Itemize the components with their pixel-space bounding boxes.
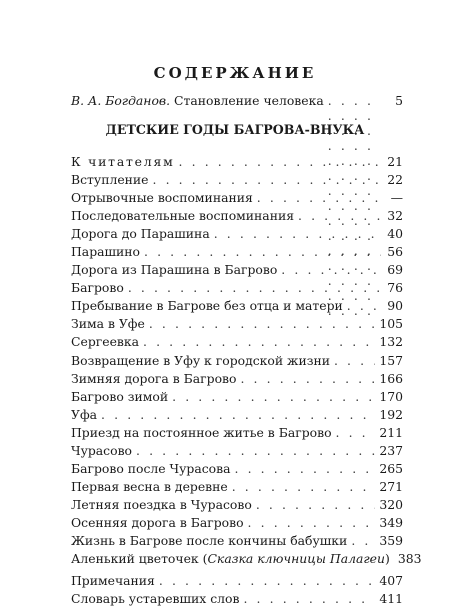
dot-leader [179, 153, 381, 171]
toc-entry-page: 56 [387, 244, 403, 260]
toc-entry-label: Зима в Уфе [71, 316, 145, 332]
dot-leader [334, 352, 375, 370]
toc-entry-page: 40 [387, 226, 403, 242]
toc-entry-label: Зимняя дорога в Багрово [71, 370, 237, 386]
toc-entry-page: 359 [379, 532, 403, 548]
dot-leader [128, 279, 381, 297]
dot-leader [243, 590, 375, 608]
toc-entry[interactable] [71, 424, 403, 442]
toc-entry-page: 105 [379, 316, 403, 332]
toc-entry-page: 21 [387, 154, 403, 169]
toc-entry-label: Примечания [71, 573, 155, 589]
toc-entry-label: Жизнь в Багрове после кончины бабушки [71, 532, 348, 548]
toc-entry[interactable] [71, 460, 403, 478]
toc-entry[interactable] [71, 315, 403, 333]
toc-entry-label: Уфа [71, 406, 98, 422]
toc-entry[interactable] [71, 261, 403, 279]
dot-leader [101, 406, 375, 424]
toc-entry-page: 132 [379, 334, 403, 350]
toc-entry[interactable] [71, 189, 403, 207]
toc-entry-label: Багрово зимой [71, 388, 169, 404]
dot-leader [351, 532, 375, 550]
toc-entry[interactable] [71, 171, 403, 189]
toc-entry-page: 383 [397, 551, 422, 567]
section-title: ДЕТСКИЕ ГОДЫ БАГРОВА-ВНУКА [105, 122, 365, 137]
toc-entry-page: 349 [379, 514, 403, 530]
toc-entry-label: Первая весна в деревне [71, 478, 228, 494]
toc-entry[interactable] [71, 279, 403, 297]
toc-entry-page: 211 [379, 424, 403, 440]
toc-entry[interactable] [71, 388, 403, 406]
toc-entry-label-prefix: Аленький цветочек ( [71, 551, 208, 567]
dot-leader [298, 207, 381, 225]
toc-entry-page: 265 [379, 460, 403, 476]
toc-entry-page: 76 [387, 280, 403, 296]
toc-entry[interactable] [71, 207, 403, 225]
toc-entry-label: Осенняя дорога в Багрово [71, 514, 244, 530]
dot-leader [149, 315, 376, 333]
toc-entry-page: 237 [379, 442, 403, 458]
toc-entry[interactable] [71, 550, 422, 568]
intro-title: Становление человека [174, 93, 324, 108]
dot-leader [248, 514, 376, 532]
toc-entry[interactable] [71, 532, 403, 550]
toc-entry-label: Багрово [71, 280, 124, 296]
toc-entry-label [71, 550, 390, 568]
toc-entry-page: 69 [387, 262, 403, 278]
toc-entry-page: 192 [379, 406, 403, 422]
toc-entry-glossary[interactable] [71, 590, 403, 608]
toc-entry-page: 170 [379, 388, 403, 404]
toc-entry-label: Багрово после Чурасова [71, 460, 231, 476]
dot-leader [172, 388, 375, 406]
toc-entry-label-suffix: ) [384, 551, 390, 567]
toc-entry-page: 32 [387, 208, 403, 224]
dot-leader [232, 478, 376, 496]
toc-entry-page: 90 [387, 298, 403, 314]
toc-entry[interactable] [71, 478, 403, 496]
toc-entry-page: 271 [379, 478, 403, 494]
toc-entry-page: 407 [379, 573, 403, 589]
toc-entry-label-work: Сказка ключницы Палагеи [207, 551, 385, 567]
toc-entry-label: Возвращение в Уфу к городской жизни [71, 352, 330, 368]
dot-leader [136, 442, 375, 460]
toc-entry-page: 320 [379, 496, 403, 512]
toc-entry[interactable] [71, 496, 403, 514]
dot-leader [256, 496, 376, 514]
toc-entry-label: Сергеевка [71, 334, 140, 350]
toc-entry-label: Последовательные воспоминания [71, 208, 295, 224]
intro-author: В. А. Богданов. [71, 93, 171, 108]
toc-entry-label: Вступление [71, 172, 149, 188]
toc-entry-label: Приезд на постоянное житье в Багрово [71, 424, 332, 440]
toc-entry-label [71, 93, 324, 108]
dot-leader [143, 333, 375, 351]
toc-entry[interactable] [71, 352, 403, 370]
toc-entry-page: 166 [379, 370, 403, 386]
toc-entry-label: Словарь устаревших слов [71, 591, 240, 607]
toc-entry[interactable] [71, 406, 403, 424]
toc-entry[interactable] [71, 297, 403, 315]
toc-entry[interactable] [71, 370, 403, 388]
toc-entry-label: К читателям [71, 154, 175, 169]
toc-entry-label: Летняя поездка в Чурасово [71, 496, 252, 512]
dot-leader [214, 225, 381, 243]
toc-entry[interactable] [71, 333, 403, 351]
page-title: СОДЕРЖАНИЕ [153, 64, 317, 82]
toc-entry[interactable] [71, 514, 403, 532]
toc-entry[interactable] [71, 243, 403, 261]
toc-entry[interactable] [71, 442, 403, 460]
dot-leader [144, 243, 381, 261]
toc-entry-label: Парашино [71, 244, 141, 260]
toc-entry-label: Пребывание в Багрове без отца и матери [71, 298, 343, 314]
toc-list [71, 153, 422, 608]
toc-entry-page: 157 [379, 352, 403, 368]
toc-entry-page: 411 [379, 591, 403, 607]
dot-leader [281, 261, 381, 279]
dot-leader [336, 424, 376, 442]
toc-entry[interactable] [71, 225, 403, 243]
toc-entry[interactable] [71, 153, 403, 171]
toc-entry-page: 5 [395, 93, 403, 108]
toc-entry-label: Чурасово [71, 442, 133, 458]
toc-entry-page: — [390, 190, 403, 206]
dot-leader [159, 572, 375, 590]
toc-entry-label: Дорога из Парашина в Багрово [71, 262, 278, 278]
toc-entry-label: Дорога до Парашина [71, 226, 210, 242]
dot-leader [257, 189, 381, 207]
toc-entry-notes[interactable] [71, 572, 403, 590]
toc-entry-page: 22 [387, 172, 403, 188]
toc-entry-label: Отрывочные воспоминания [71, 190, 253, 206]
dot-leader [153, 171, 381, 189]
dot-leader [240, 370, 375, 388]
dot-leader [235, 460, 376, 478]
dot-leader [347, 297, 381, 315]
